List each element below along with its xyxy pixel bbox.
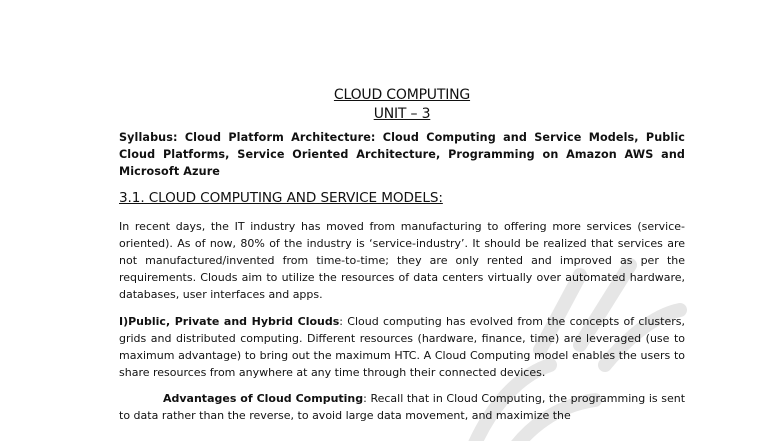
syllabus-text: Syllabus: Cloud Platform Architecture: Cloud Computing and Service Models, Public Cloud Platforms, Service Oriented Architecture, Programming on Amazon AWS and Microsoft Azure (119, 131, 685, 178)
paragraph-clouds (119, 313, 685, 381)
paragraph-advantages-body: : Recall that in Cloud Computing, the programming is sent to data rather than the reverse, to avoid large data movement, and maximize the (119, 392, 686, 422)
document-title: CLOUD COMPUTING (333, 87, 471, 103)
paragraph-clouds-lead: I)Public, Private and Hybrid Clouds (119, 315, 340, 328)
unit-title: UNIT – 3 (373, 106, 431, 122)
paragraph-intro: In recent days, the IT industry has moved from manufacturing to offering more services (service-oriented). As of now, 80% of the industry is ‘service-industry’. It should be realized that services are not manufactured/invented from time-to-time; they are only rented and improved as per the requirements. Clouds aim to utilize the resources of data centers virtually over automated hardware, databases, user interfaces and apps. (119, 220, 685, 301)
paragraph-advantages (119, 390, 685, 424)
paragraph-clouds-body: : Cloud computing has evolved from the concepts of clusters, grids and distributed computing. Different resources (hardware, finance, time) are leveraged (use to maximum advantage) to bring out the maximum HTC. A Cloud Computing model enables the users to share resources from anywhere at any time through their connected devices. (119, 315, 685, 379)
section-heading: 3.1. CLOUD COMPUTING AND SERVICE MODELS: (119, 190, 443, 206)
paragraph-advantages-lead: Advantages of Cloud Computing (163, 392, 364, 405)
document-content (119, 86, 685, 424)
